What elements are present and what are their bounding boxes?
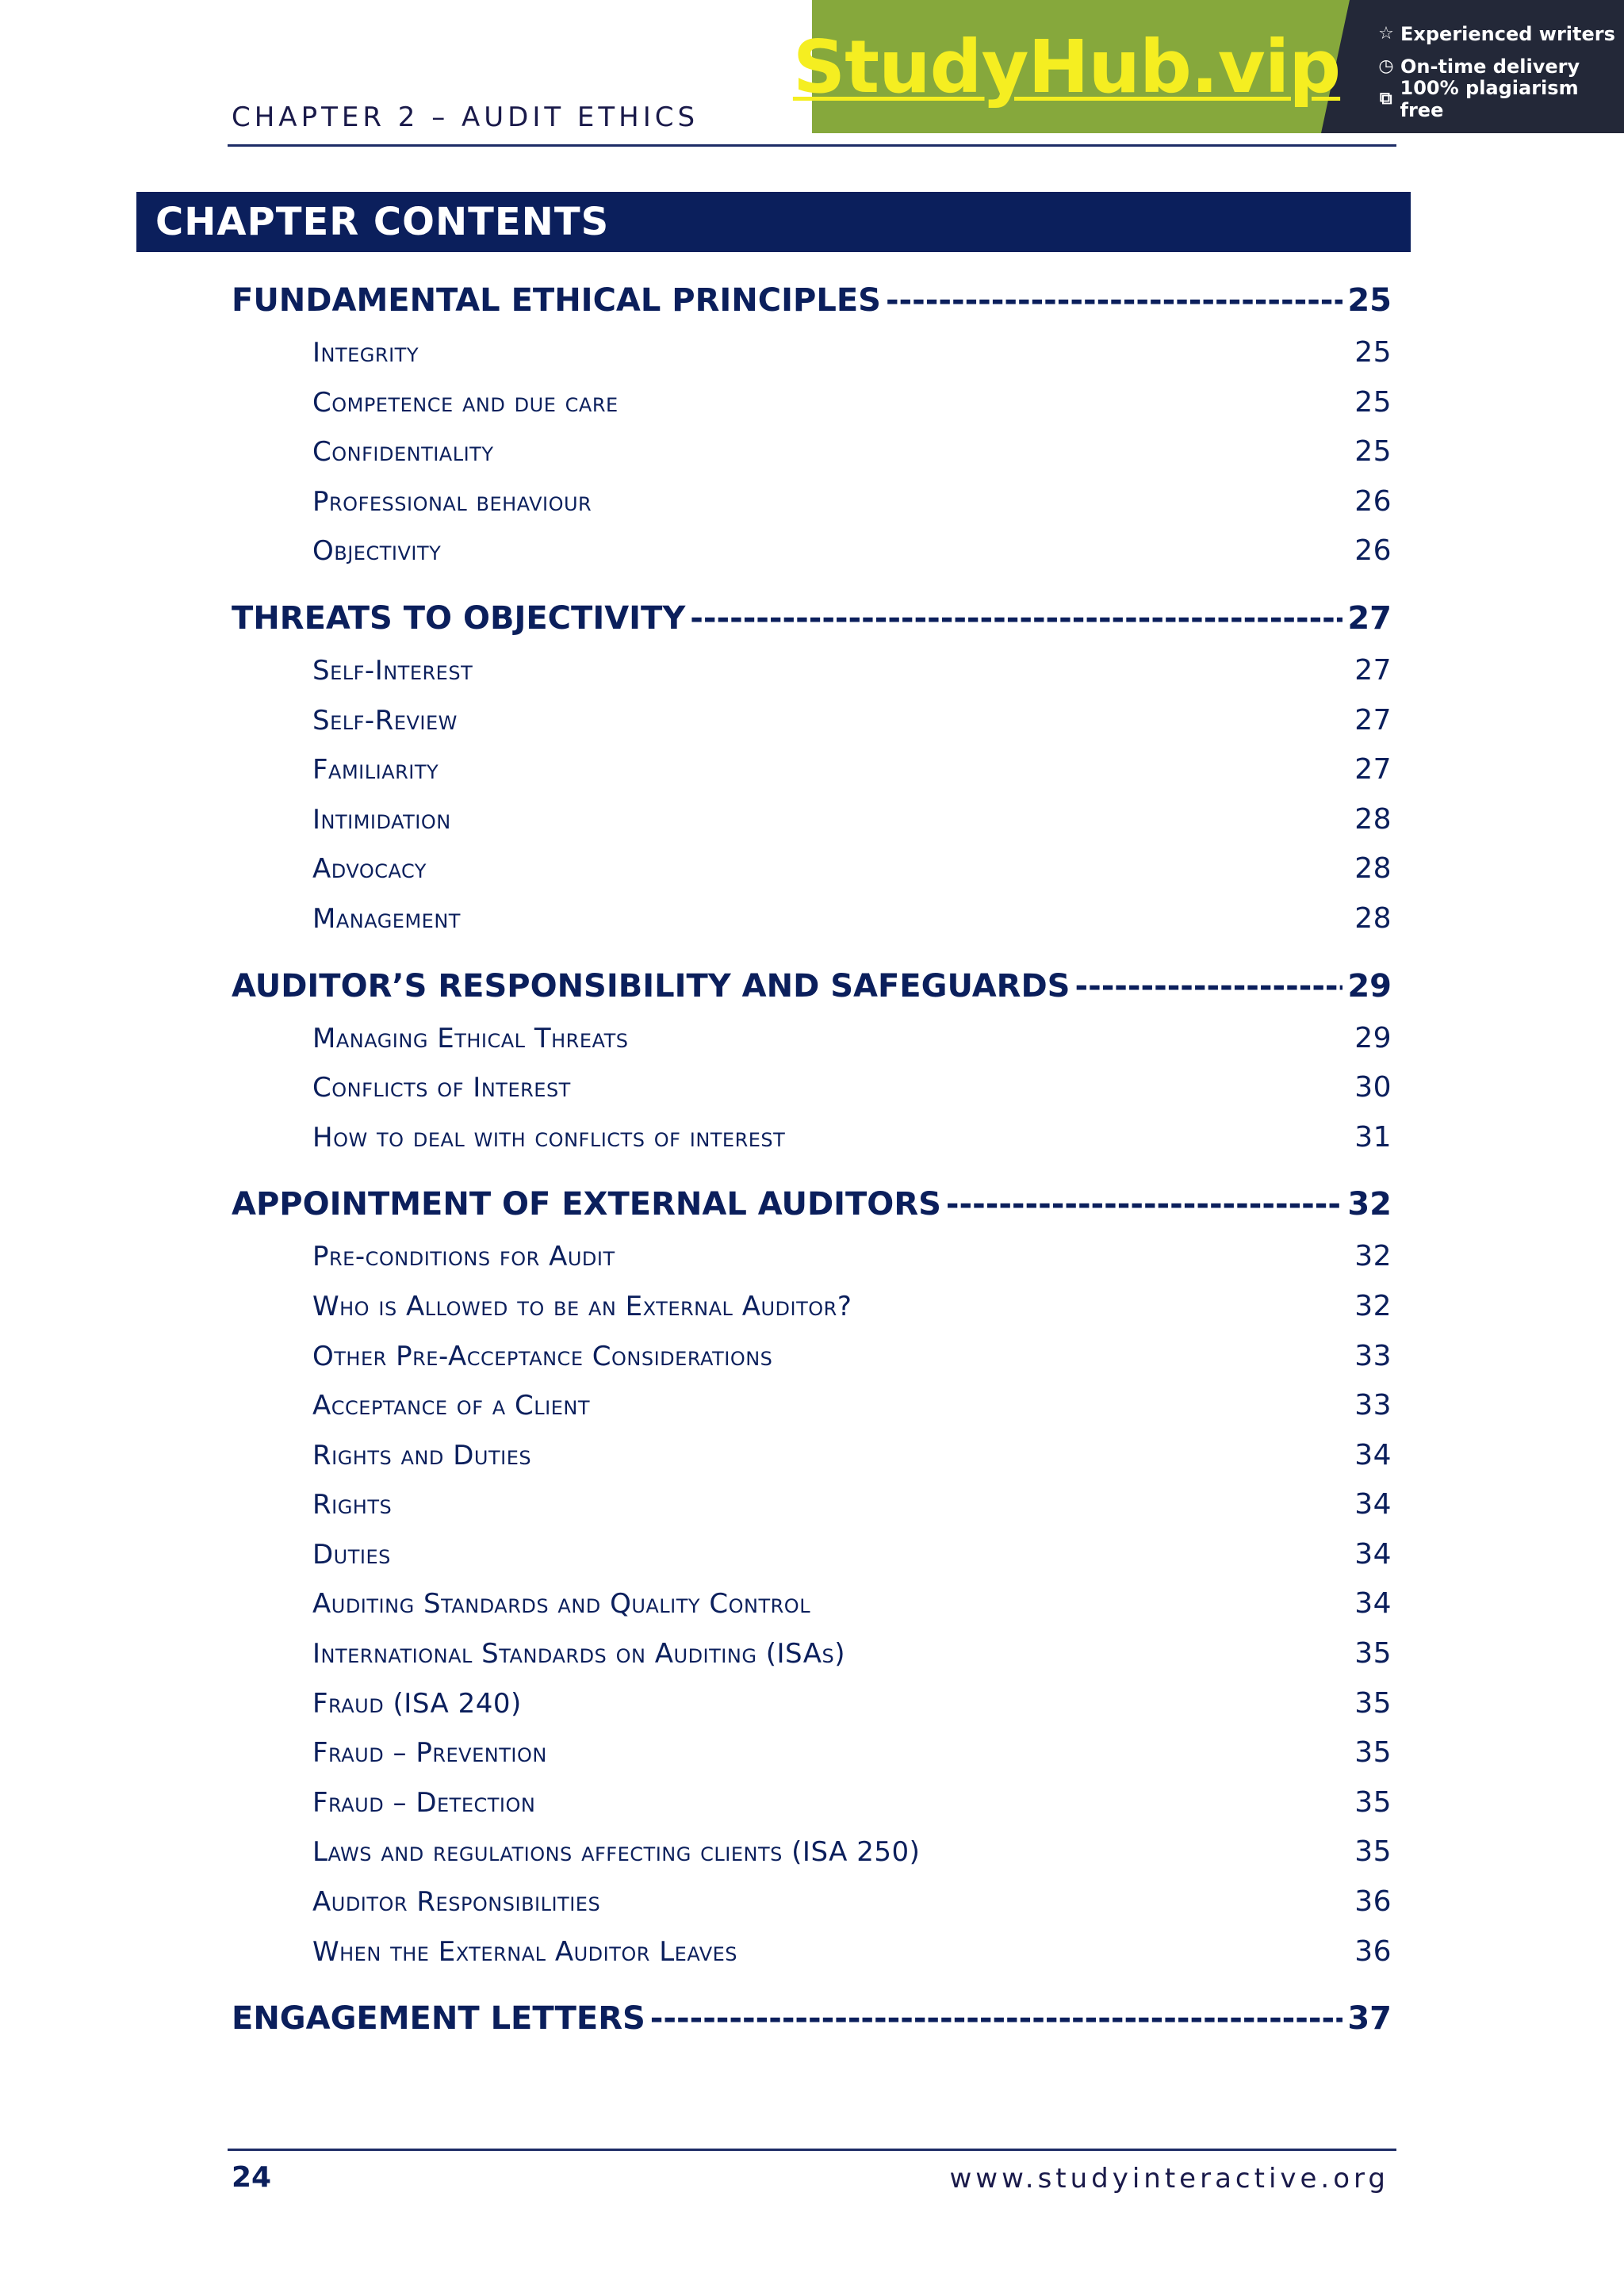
toc-section xyxy=(232,600,1392,952)
banner-feature-text: On-time delivery xyxy=(1400,55,1580,78)
toc-entry-page: 25 xyxy=(1354,336,1392,369)
toc-entry-label: Pre-conditions for Audit xyxy=(312,1241,615,1273)
toc-entry-label: When the External Auditor Leaves xyxy=(312,1935,738,1968)
toc-entry[interactable] xyxy=(232,654,1392,704)
toc-entry-label: Fraud – Prevention xyxy=(312,1737,547,1770)
toc-entry[interactable] xyxy=(232,704,1392,754)
toc-entry-page: 35 xyxy=(1354,1785,1392,1819)
toc-entry-page: 29 xyxy=(1354,1021,1392,1054)
toc-entry-label: Rights xyxy=(312,1489,393,1521)
toc-entry-page: 35 xyxy=(1354,1637,1392,1670)
studyhub-logo[interactable] xyxy=(792,0,1341,133)
toc-entry-page: 25 xyxy=(1354,385,1392,419)
toc-section xyxy=(232,968,1392,1171)
toc-entry[interactable] xyxy=(232,485,1392,535)
toc-section xyxy=(232,1186,1392,1984)
toc-heading-page: 27 xyxy=(1347,599,1392,637)
toc-entry-label: Managing Ethical Threats xyxy=(312,1022,629,1054)
toc-section xyxy=(232,282,1392,584)
toc-entry-list xyxy=(232,1240,1392,1984)
toc-entry[interactable] xyxy=(232,1736,1392,1786)
toc-entry[interactable] xyxy=(232,1935,1392,1985)
toc-entry[interactable] xyxy=(232,1389,1392,1439)
toc-entry-page: 31 xyxy=(1354,1120,1392,1154)
toc-heading-page: 32 xyxy=(1347,1186,1392,1223)
toc-entry-label: Advocacy xyxy=(312,853,427,886)
toc-dash-leader xyxy=(886,282,1342,319)
toc-entry-label: Confidentiality xyxy=(312,436,494,469)
toc-entry-page: 32 xyxy=(1354,1240,1392,1273)
toc-entry[interactable] xyxy=(232,1340,1392,1390)
toc-entry-page: 35 xyxy=(1354,1835,1392,1869)
toc-entry-page: 35 xyxy=(1354,1736,1392,1770)
toc-entry-label: Objectivity xyxy=(312,535,442,568)
toc-entry-label: Self-Review xyxy=(312,704,458,737)
toc-entry-label: Professional behaviour xyxy=(312,485,592,518)
toc-heading-label: FUNDAMENTAL ETHICAL PRINCIPLES xyxy=(232,282,881,319)
toc-entry[interactable] xyxy=(232,902,1392,952)
toc-entry-list xyxy=(232,336,1392,584)
toc-entry-label: International Standards on Auditing (ISAs) xyxy=(312,1638,845,1670)
toc-entry[interactable] xyxy=(232,386,1392,436)
header-rule xyxy=(228,144,1396,147)
toc-dash-leader xyxy=(690,600,1342,637)
toc-entry-page: 34 xyxy=(1354,1438,1392,1471)
footer-page-number: 24 xyxy=(232,2161,272,2194)
chapter-contents-bar xyxy=(136,192,1411,252)
footer-url[interactable]: www.studyinteractive.org xyxy=(949,2163,1389,2195)
toc-entry-label: Conflicts of Interest xyxy=(312,1072,571,1104)
studyhub-logo-text: StudyHub.vip xyxy=(792,24,1341,109)
toc-heading-label: ENGAGEMENT LETTERS xyxy=(232,2000,645,2038)
copy-icon: ⧉ xyxy=(1379,89,1392,109)
toc-entry-page: 34 xyxy=(1354,1488,1392,1521)
toc-entry-label: Acceptance of a Client xyxy=(312,1390,591,1422)
toc-heading[interactable] xyxy=(232,968,1392,1022)
banner-feature xyxy=(1377,76,1624,121)
table-of-contents xyxy=(232,282,1392,2070)
toc-entry[interactable] xyxy=(232,1071,1392,1121)
toc-entry-page: 28 xyxy=(1354,802,1392,836)
toc-entry-page: 36 xyxy=(1354,1885,1392,1919)
toc-entry-label: Other Pre-Acceptance Considerations xyxy=(312,1340,773,1372)
toc-entry-label: Auditing Standards and Quality Control xyxy=(312,1588,811,1621)
toc-entry[interactable] xyxy=(232,803,1392,853)
toc-entry-label: Familiarity xyxy=(312,754,439,786)
toc-entry-label: Rights and Duties xyxy=(312,1439,532,1471)
toc-entry[interactable] xyxy=(232,1835,1392,1885)
toc-entry-label: Intimidation xyxy=(312,803,451,836)
toc-entry[interactable] xyxy=(232,1687,1392,1737)
toc-entry-page: 26 xyxy=(1354,484,1392,518)
toc-entry-page: 27 xyxy=(1354,703,1392,737)
banner-feature xyxy=(1377,17,1624,50)
toc-entry-page: 27 xyxy=(1354,753,1392,786)
toc-entry-label: Integrity xyxy=(312,337,419,369)
toc-heading-page: 25 xyxy=(1347,282,1392,319)
toc-entry[interactable] xyxy=(232,852,1392,902)
toc-entry-page: 35 xyxy=(1354,1686,1392,1720)
toc-entry-page: 36 xyxy=(1354,1934,1392,1968)
toc-entry[interactable] xyxy=(232,1121,1392,1171)
toc-entry-page: 33 xyxy=(1354,1389,1392,1422)
star-icon: ☆ xyxy=(1378,24,1394,44)
running-head: CHAPTER 2 – AUDIT ETHICS xyxy=(232,101,699,133)
toc-entry[interactable] xyxy=(232,1488,1392,1538)
toc-entry[interactable] xyxy=(232,1885,1392,1935)
toc-entry-page: 26 xyxy=(1354,534,1392,568)
toc-dash-leader xyxy=(1074,968,1342,1004)
toc-heading-label: AUDITOR’S RESPONSIBILITY AND SAFEGUARDS xyxy=(232,967,1071,1004)
toc-heading[interactable] xyxy=(232,282,1392,336)
toc-entry-label: Self-Interest xyxy=(312,654,473,687)
toc-heading-label: THREATS TO OBJECTIVITY xyxy=(232,599,686,637)
toc-entry-page: 27 xyxy=(1354,653,1392,687)
toc-entry-page: 32 xyxy=(1354,1289,1392,1322)
toc-entry-label: Laws and regulations affecting clients (ISA 250) xyxy=(312,1836,921,1869)
clock-icon: ◷ xyxy=(1378,56,1394,76)
toc-entry-label: How to deal with conflicts of interest xyxy=(312,1121,786,1154)
banner-feature-text: Experienced writers xyxy=(1400,22,1615,45)
toc-entry-label: Fraud – Detection xyxy=(312,1786,536,1819)
toc-entry[interactable] xyxy=(232,1439,1392,1489)
toc-heading[interactable] xyxy=(232,600,1392,654)
toc-entry[interactable] xyxy=(232,534,1392,584)
toc-entry[interactable] xyxy=(232,435,1392,485)
toc-entry-page: 28 xyxy=(1354,901,1392,935)
banner-features xyxy=(1321,0,1624,133)
toc-entry-page: 34 xyxy=(1354,1587,1392,1621)
toc-heading[interactable] xyxy=(232,1186,1392,1240)
toc-entry-page: 34 xyxy=(1354,1537,1392,1571)
toc-entry[interactable] xyxy=(232,1637,1392,1687)
toc-entry-list xyxy=(232,1022,1392,1171)
toc-entry-page: 33 xyxy=(1354,1339,1392,1372)
toc-dash-leader xyxy=(946,1186,1342,1223)
toc-heading-page: 37 xyxy=(1347,2000,1392,2038)
toc-entry-label: Auditor Responsibilities xyxy=(312,1886,601,1919)
toc-entry[interactable] xyxy=(232,1290,1392,1340)
toc-entry[interactable] xyxy=(232,336,1392,386)
toc-dash-leader xyxy=(650,2000,1343,2037)
toc-entry-page: 28 xyxy=(1354,852,1392,886)
toc-entry-page: 30 xyxy=(1354,1071,1392,1104)
toc-section xyxy=(232,2000,1392,2054)
toc-heading-page: 29 xyxy=(1347,967,1392,1004)
toc-entry[interactable] xyxy=(232,753,1392,803)
toc-entry[interactable] xyxy=(232,1240,1392,1290)
toc-entry[interactable] xyxy=(232,1587,1392,1637)
chapter-contents-title: CHAPTER CONTENTS xyxy=(155,200,610,244)
toc-entry-label: Competence and due care xyxy=(312,386,619,419)
studyhub-banner[interactable] xyxy=(792,0,1624,133)
toc-entry[interactable] xyxy=(232,1538,1392,1588)
toc-entry[interactable] xyxy=(232,1022,1392,1072)
toc-entry-label: Management xyxy=(312,902,461,935)
toc-entry-label: Fraud (ISA 240) xyxy=(312,1687,522,1720)
toc-entry[interactable] xyxy=(232,1786,1392,1836)
toc-entry-page: 25 xyxy=(1354,435,1392,469)
toc-entry-label: Duties xyxy=(312,1538,391,1571)
toc-entry-list xyxy=(232,654,1392,952)
toc-heading[interactable] xyxy=(232,2000,1392,2054)
banner-feature-text: 100% plagiarism free xyxy=(1400,76,1579,121)
footer-rule xyxy=(228,2149,1396,2151)
toc-entry-label: Who is Allowed to be an External Auditor? xyxy=(312,1290,852,1322)
toc-heading-label: APPOINTMENT OF EXTERNAL AUDITORS xyxy=(232,1186,941,1223)
